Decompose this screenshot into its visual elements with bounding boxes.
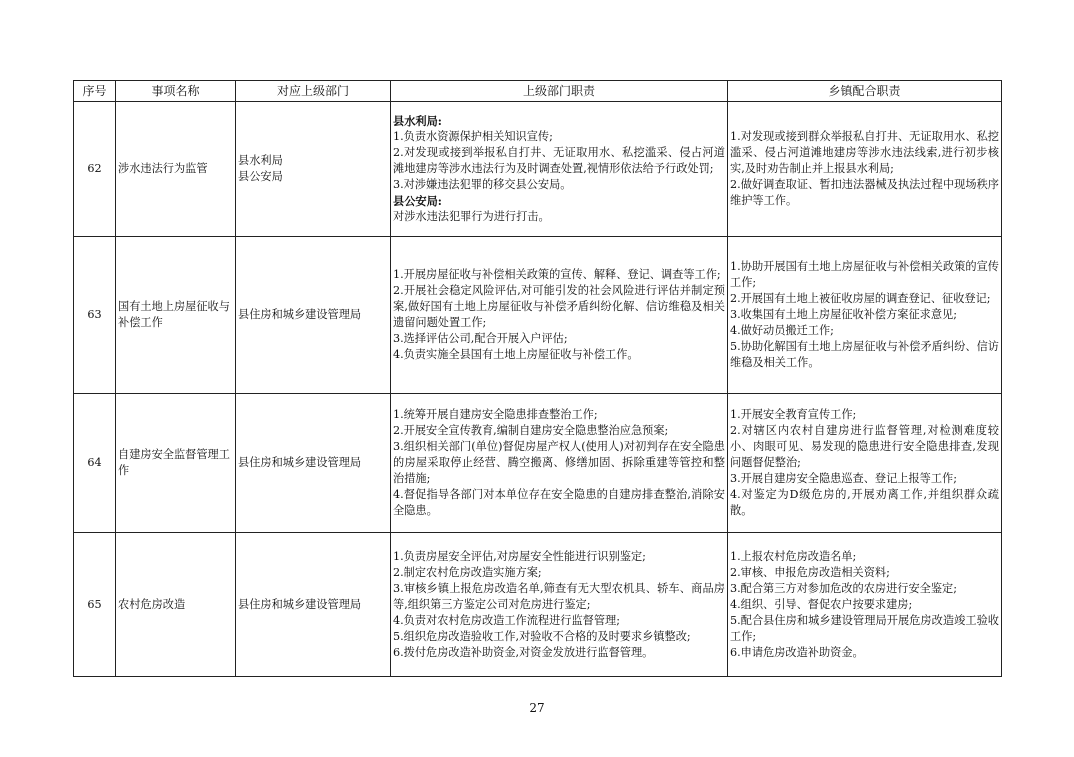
row-number: 64 (74, 394, 116, 533)
town-line: 3.开展自建房安全隐患巡查、登记上报等工作; (730, 472, 958, 485)
town-duty (728, 394, 1002, 533)
superior-dept (236, 102, 391, 237)
superior-dept: 县住房和城乡建设管理局 (236, 533, 391, 677)
table-header-row (74, 81, 1002, 102)
row-number: 63 (74, 237, 116, 394)
duty-line: 3.选择评估公司,配合开展入户评估; (393, 332, 568, 345)
table-row (74, 533, 1002, 677)
duty-line: 1.开展房屋征收与补偿相关政策的宣传、解释、登记、调查等工作; (393, 268, 721, 281)
row-number: 65 (74, 533, 116, 677)
header-no: 序号 (74, 81, 116, 102)
town-line: 3.收集国有土地上房屋征收补偿方案征求意见; (730, 308, 958, 321)
duty-line: 2.对发现或接到举报私自打井、无证取用水、私挖滥采、侵占河道滩地建房等涉水违法行为及时调查处置,视情形依法给予行政处罚; (393, 146, 725, 175)
town-duty (728, 533, 1002, 677)
town-line: 1.对发现或接到群众举报私自打井、无证取用水、私挖滥采、侵占河道滩地建房等涉水违法线索,进行初步核实,及时劝告制止并上报县水利局; (730, 130, 999, 175)
duty-line: 5.组织危房改造验收工作,对验收不合格的及时要求乡镇整改; (393, 629, 691, 643)
item-name: 农村危房改造 (116, 533, 236, 677)
town-line: 5.协助化解国有土地上房屋征收与补偿矛盾纠纷、信访维稳及相关工作。 (730, 340, 999, 369)
header-item-name: 事项名称 (116, 81, 236, 102)
duty-line: 对涉水违法犯罪行为进行打击。 (393, 210, 550, 223)
superior-duty (391, 533, 728, 677)
duty-line: 1.统筹开展自建房安全隐患排查整治工作; (393, 408, 598, 421)
town-duty (728, 237, 1002, 394)
duty-line: 1.负责水资源保护相关知识宣传; (393, 130, 553, 143)
header-superior-dept: 对应上级部门 (236, 81, 391, 102)
row-number: 62 (74, 102, 116, 237)
town-line: 4.组织、引导、督促农户按要求建房; (730, 597, 913, 611)
town-line: 2.开展国有土地上被征收房屋的调查登记、征收登记; (730, 292, 991, 305)
town-line: 1.开展安全教育宣传工作; (730, 408, 857, 421)
superior-duty (391, 237, 728, 394)
duty-line: 4.督促指导各部门对本单位存在安全隐患的自建房排查整治,消除安全隐患。 (393, 488, 725, 517)
town-line: 2.做好调查取证、暂扣违法器械及执法过程中现场秩序维护等工作。 (730, 178, 999, 207)
table-row (74, 394, 1002, 533)
item-name: 国有土地上房屋征收与补偿工作 (116, 237, 236, 394)
duty-line: 4.负责实施全县国有土地上房屋征收与补偿工作。 (393, 348, 639, 361)
duty-line: 2.开展社会稳定风险评估,对可能引发的社会风险进行评估并制定预案,做好国有土地上房屋征收与补偿矛盾纠纷化解、信访维稳及相关遗留问题处置工作; (393, 284, 725, 329)
duty-line: 2.开展安全宣传教育,编制自建房安全隐患整治应急预案; (393, 424, 669, 437)
page-number: 27 (529, 701, 545, 715)
duty-table (73, 80, 1002, 677)
superior-dept: 县住房和城乡建设管理局 (236, 394, 391, 533)
duty-subheading: 县公安局: (393, 194, 442, 208)
town-line: 4.对鉴定为D级危房的,开展劝离工作,并组织群众疏散。 (730, 488, 999, 517)
superior-duty (391, 102, 728, 237)
superior-dept: 县住房和城乡建设管理局 (236, 237, 391, 394)
table-row (74, 102, 1002, 237)
duty-line: 2.制定农村危房改造实施方案; (393, 565, 542, 579)
town-line: 1.协助开展国有土地上房屋征收与补偿相关政策的宣传工作; (730, 260, 999, 289)
dept-line: 县水利局 (238, 154, 283, 167)
town-line: 6.申请危房改造补助资金。 (730, 645, 864, 659)
town-duty (728, 102, 1002, 237)
town-line: 1.上报农村危房改造名单; (730, 549, 857, 563)
item-name: 自建房安全监督管理工作 (116, 394, 236, 533)
duty-line: 4.负责对农村危房改造工作流程进行监督管理; (393, 613, 621, 627)
duty-line: 3.审核乡镇上报危房改造名单,筛查有无大型农机具、轿车、商品房等,组织第三方鉴定公司对危房进行鉴定; (393, 581, 725, 611)
town-line: 3.配合第三方对参加危改的农房进行安全鉴定; (730, 581, 958, 595)
duty-line: 3.对涉嫌违法犯罪的移交县公安局。 (393, 178, 572, 191)
table-row (74, 237, 1002, 394)
header-town-duty: 乡镇配合职责 (728, 81, 1002, 102)
town-line: 2.对辖区内农村自建房进行监督管理,对检测难度较小、肉眼可见、易发现的隐患进行安全隐患排查,发现问题督促整治; (730, 424, 999, 469)
town-line: 4.做好动员搬迁工作; (730, 324, 834, 337)
town-line: 2.审核、申报危房改造相关资料; (730, 565, 890, 579)
duty-line: 1.负责房屋安全评估,对房屋安全性能进行识别鉴定; (393, 549, 646, 563)
duty-subheading: 县水利局: (393, 114, 442, 128)
header-superior-duty: 上级部门职责 (391, 81, 728, 102)
superior-duty (391, 394, 728, 533)
item-name: 涉水违法行为监管 (116, 102, 236, 237)
duty-line: 3.组织相关部门(单位)督促房屋产权人(使用人)对初判存在安全隐患的房屋采取停止经营、腾空搬离、修缮加固、拆除重建等管控和整治措施; (393, 440, 725, 485)
duty-line: 6.拨付危房改造补助资金,对资金发放进行监督管理。 (393, 645, 654, 659)
dept-line: 县公安局 (238, 170, 283, 183)
town-line: 5.配合县住房和城乡建设管理局开展危房改造竣工验收工作; (730, 613, 999, 643)
